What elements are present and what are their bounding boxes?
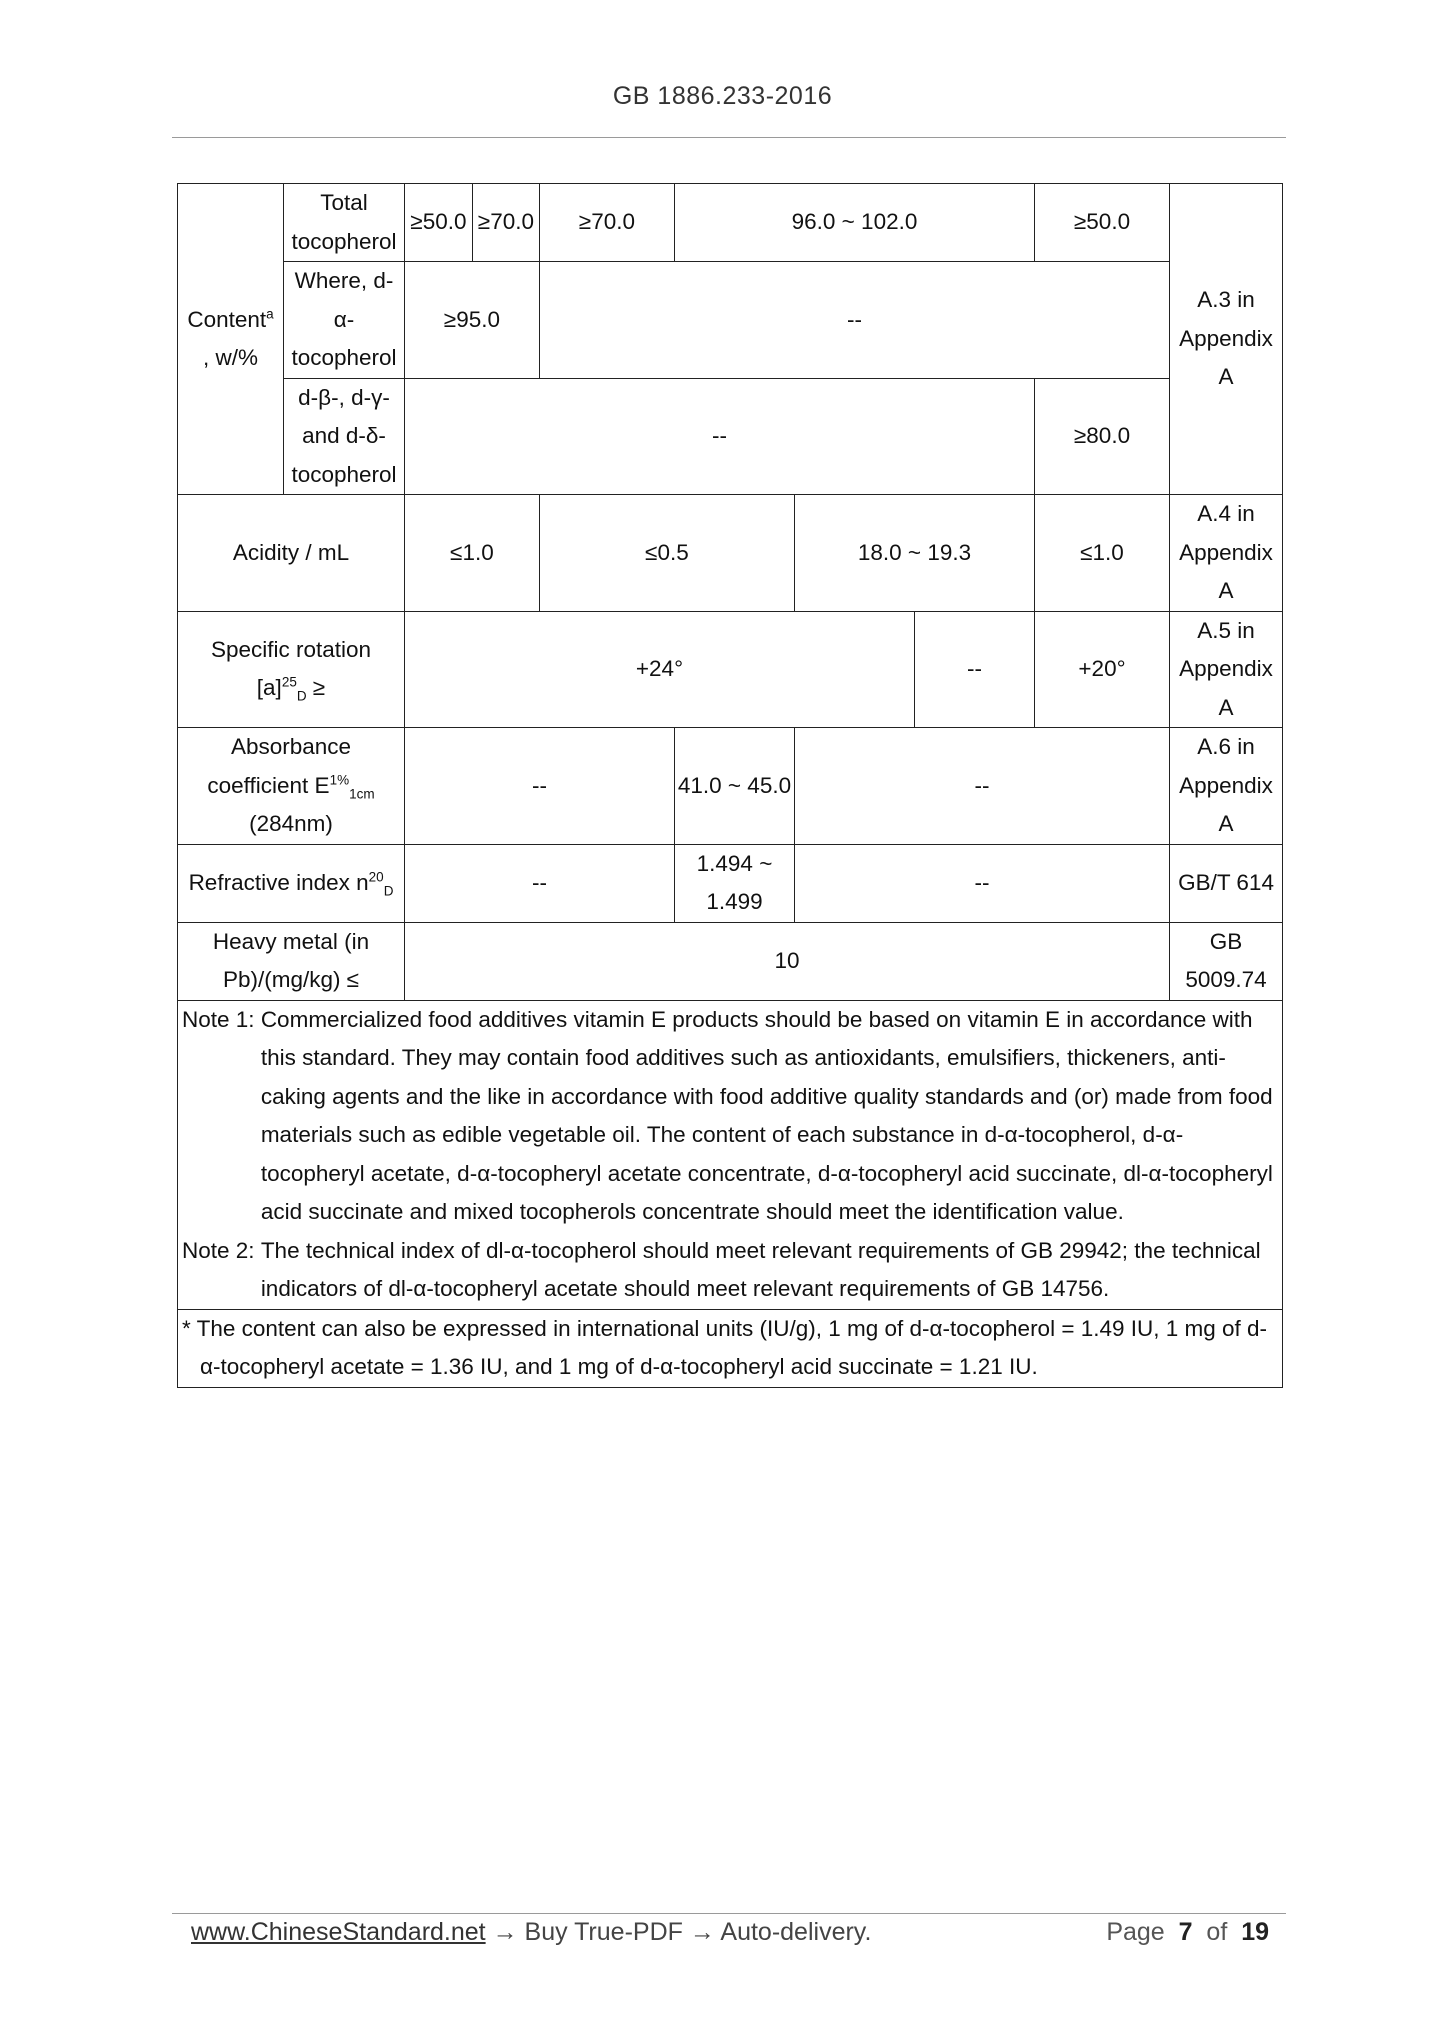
table-row (178, 611, 1283, 728)
rotation-label: Specific rotation $[a]^{25}_D$ ≥ (178, 611, 405, 728)
table-cell: -- (795, 728, 1170, 845)
table-cell: ≥80.0 (1035, 378, 1170, 495)
table-row (178, 1000, 1283, 1309)
table-cell: 18.0 ~ 19.3 (795, 495, 1035, 612)
note-text: The technical index of dl-α-tocopherol should meet relevant requirements of GB 29942; the technical indicators of dl-α-tocopheryl acetate should meet relevant requirements of GB 14756. (260, 1237, 1261, 1301)
table-cell: +24° (405, 611, 915, 728)
table-cell: ≥95.0 (405, 262, 540, 379)
d-alpha-tocopherol-label: Where, d-α-tocopherol (284, 262, 405, 379)
refractive-index-label: Refractive index $n^{20}_D$ (178, 844, 405, 922)
note-1 (182, 1001, 1278, 1232)
mixed-tocopherol-label: d-β-, d-γ- and d-δ-tocopherol (284, 378, 405, 495)
table-cell: ≤0.5 (540, 495, 795, 612)
table-row (178, 844, 1283, 922)
table-row (178, 728, 1283, 845)
table-cell: -- (540, 262, 1170, 379)
header-title: GB 1886.233-2016 (612, 82, 833, 110)
acidity-label: Acidity / mL (178, 495, 405, 612)
content-group-cell: Content$^a$ , w/% (178, 184, 284, 495)
table-row (178, 922, 1283, 1000)
note-2 (182, 1232, 1278, 1309)
table-cell: -- (795, 844, 1170, 922)
table-cell: ≤1.0 (1035, 495, 1170, 612)
footer-left (191, 1918, 871, 1947)
page-footer (0, 1918, 1445, 1958)
note-label: Note 1: (182, 1006, 255, 1032)
table-cell: -- (405, 728, 675, 845)
table-row (178, 378, 1283, 495)
table-row (178, 495, 1283, 612)
total-tocopherol-label: Total tocopherol (284, 184, 405, 262)
header-rule (172, 137, 1286, 138)
table-cell: -- (915, 611, 1035, 728)
table-cell: 10 (405, 922, 1170, 1000)
page-number: Page 7 of 19 (1106, 1918, 1269, 1946)
document-header (0, 82, 1445, 111)
table-cell: ≥50.0 (405, 184, 473, 262)
table-cell: +20° (1035, 611, 1170, 728)
method-cell: GB 5009.74 (1170, 922, 1283, 1000)
table-row (178, 262, 1283, 379)
spec-table (177, 183, 1283, 1388)
table-cell: ≥70.0 (473, 184, 540, 262)
method-cell: A.4 in Appendix A (1170, 495, 1283, 612)
footnote-cell (178, 1309, 1283, 1387)
site-link[interactable]: www.ChineseStandard.net (191, 1918, 486, 1946)
method-cell: A.5 in Appendix A (1170, 611, 1283, 728)
footer-rule (172, 1913, 1286, 1914)
note-text: Commercialized food additives vitamin E products should be based on vitamin E in accordance with this standard. They may contain food additives such as antioxidants, emulsifiers, thickeners, anti-caking agents and the like in accordance with food additive quality standards and (or) made from food materials such as edible vegetable oil. The content of each substance in d-α-tocopherol, d-α-tocopheryl acetate, d-α-tocopheryl acetate concentrate, d-α-tocopheryl acid succinate, dl-α-tocopheryl acid succinate and mixed tocopherols concentrate should meet the identification value. (260, 1006, 1273, 1224)
notes-cell (178, 1000, 1283, 1309)
table-cell: -- (405, 378, 1035, 495)
table-cell: -- (405, 844, 675, 922)
absorbance-label: Absorbance coefficient $E^{1\%}_{1cm}$ (284nm) (178, 728, 405, 845)
table-row (178, 184, 1283, 262)
table-cell: 1.494 ~ 1.499 (675, 844, 795, 922)
note-label: Note 2: (182, 1237, 255, 1263)
footer-tagline: → Buy True-PDF → Auto-delivery. (485, 1918, 872, 1946)
heavy-metal-label: Heavy metal (in Pb)/(mg/kg) ≤ (178, 922, 405, 1000)
method-cell: A.3 in Appendix A (1170, 184, 1283, 495)
table-cell: 41.0 ~ 45.0 (675, 728, 795, 845)
table-cell: 96.0 ~ 102.0 (675, 184, 1035, 262)
footnote-text: * The content can also be expressed in international units (IU/g), 1 mg of d-α-tocopherol = 1.49 IU, 1 mg of d-α-tocopheryl acetate = 1.36 IU, and 1 mg of d-α-tocopheryl acid succinate = 1.21 IU. (182, 1315, 1268, 1379)
method-cell: GB/T 614 (1170, 844, 1283, 922)
method-cell: A.6 in Appendix A (1170, 728, 1283, 845)
table-row (178, 1309, 1283, 1387)
table-cell: ≥70.0 (540, 184, 675, 262)
table-cell: ≤1.0 (405, 495, 540, 612)
table-cell: ≥50.0 (1035, 184, 1170, 262)
